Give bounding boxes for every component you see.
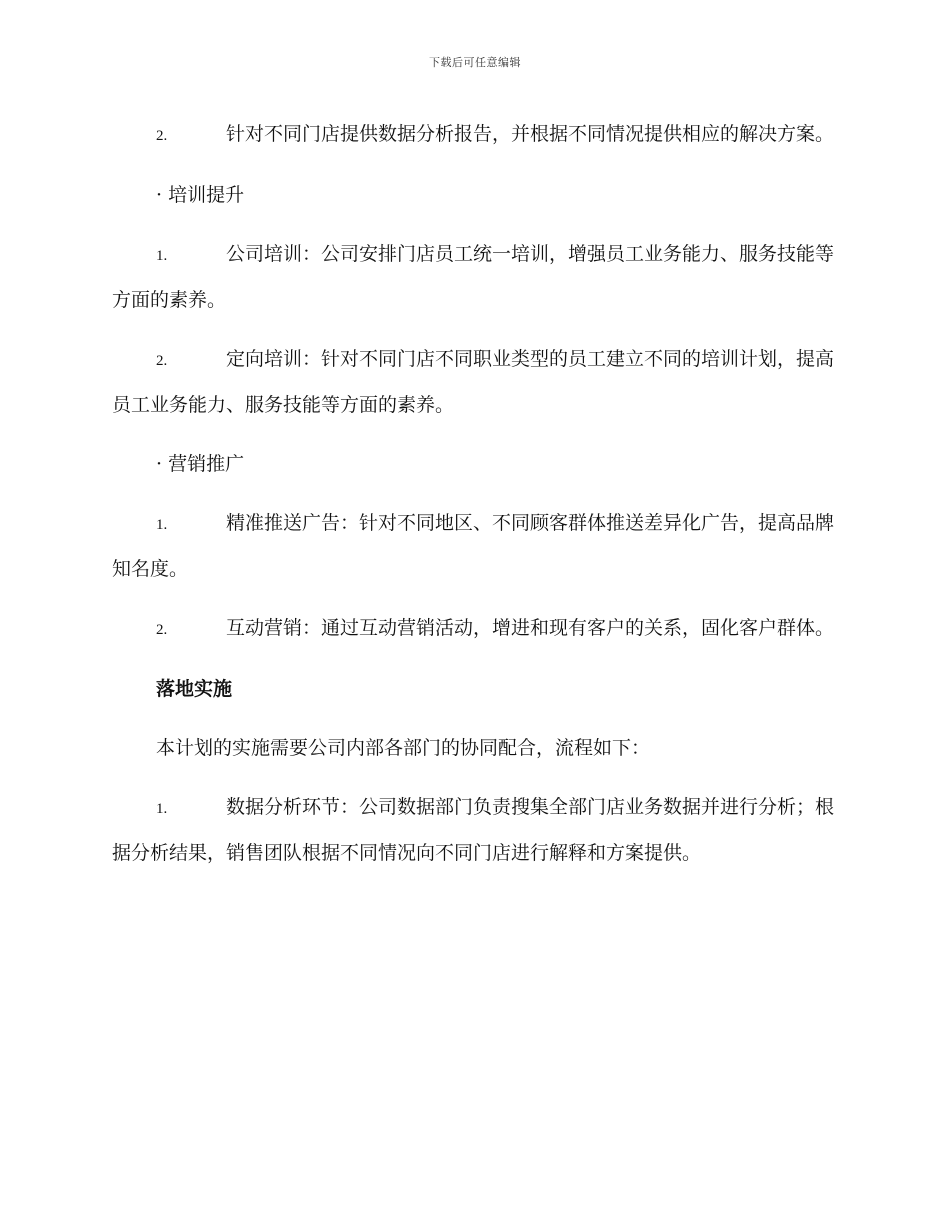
list-item bbox=[112, 337, 834, 427]
list-number: 2. bbox=[156, 622, 168, 638]
list-item-text: 针对不同门店提供数据分析报告，并根据不同情况提供相应的解决方案。 bbox=[226, 123, 835, 145]
list-item-text: 公司培训：公司安排门店员工统一培训，增强员工业务能力、服务技能等方面的素养。 bbox=[112, 243, 835, 311]
list-item bbox=[112, 785, 834, 875]
page-header: 下载后可任意编辑 bbox=[429, 56, 521, 69]
list-item-text: 定向培训：针对不同门店不同职业类型的员工建立不同的培训计划，提高员工业务能力、服务技能等方面的素养。 bbox=[112, 348, 835, 416]
document-body bbox=[112, 112, 834, 890]
section-heading: 落地实施 bbox=[156, 678, 233, 700]
list-item bbox=[112, 112, 834, 158]
subsection-bullet: · 培训提升 bbox=[156, 184, 245, 206]
list-number: 1. bbox=[156, 248, 168, 264]
list-item bbox=[112, 232, 834, 322]
list-number: 1. bbox=[156, 801, 168, 817]
subsection-bullet: · 营销推广 bbox=[156, 453, 245, 475]
list-item-text: 互动营销：通过互动营销活动，增进和现有客户的关系，固化客户群体。 bbox=[226, 617, 835, 639]
list-number: 2. bbox=[156, 128, 168, 144]
list-number: 2. bbox=[156, 353, 168, 369]
list-item-text: 数据分析环节：公司数据部门负责搜集全部门店业务数据并进行分析；根据分析结果，销售团队根据不同情况向不同门店进行解释和方案提供。 bbox=[112, 796, 835, 864]
list-item bbox=[112, 501, 834, 591]
list-item bbox=[112, 606, 834, 652]
list-item-text: 精准推送广告：针对不同地区、不同顾客群体推送差异化广告，提高品牌知名度。 bbox=[112, 512, 835, 580]
list-number: 1. bbox=[156, 517, 168, 533]
intro-paragraph: 本计划的实施需要公司内部各部门的协同配合，流程如下： bbox=[156, 737, 651, 759]
